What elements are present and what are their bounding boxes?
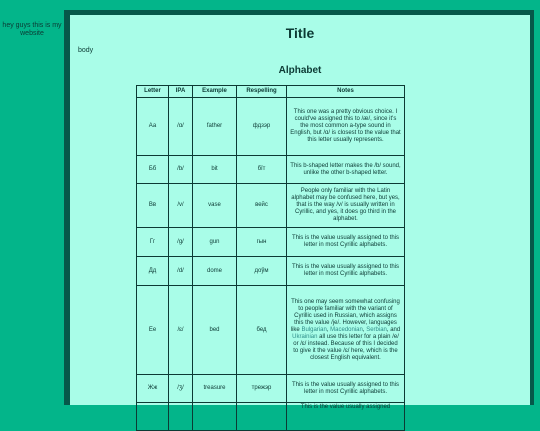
cell-example xyxy=(193,403,237,431)
cell-respelling xyxy=(237,403,287,431)
table-row xyxy=(137,403,405,431)
cell-ipa: /g/ xyxy=(169,228,193,257)
cell-letter: Дд xyxy=(137,257,169,286)
header-letter: Letter xyxy=(137,86,169,98)
notes-separator: , and xyxy=(386,326,401,333)
cell-example: father xyxy=(193,98,237,156)
cell-notes: This is the value usually assigned xyxy=(287,403,405,431)
header-example: Example xyxy=(193,86,237,98)
notes-text: This one may seem somewhat confusing to people familiar with the variant of Cyrillic used in Russian, which assigns this the value /je/. However, languages like xyxy=(290,298,400,333)
table-row xyxy=(137,156,405,184)
cell-ipa: /d/ xyxy=(169,257,193,286)
table-header-row xyxy=(137,86,405,98)
cell-notes: This is the value usually assigned to this letter in most Cyrillic alphabets. xyxy=(287,257,405,286)
cell-respelling: трежэр xyxy=(237,375,287,403)
cell-notes: This one was a pretty obvious choice. I could've assigned this to /æ/, since it's the most common a-type sound in English, but /ɑ/ is closest to the value that this letter usually represents. xyxy=(287,98,405,156)
cell-respelling: фдзэр xyxy=(237,98,287,156)
cell-notes xyxy=(287,286,405,375)
notes-separator: , xyxy=(362,326,367,333)
cell-letter: Гг xyxy=(137,228,169,257)
cell-ipa: /ɛ/ xyxy=(169,286,193,375)
cell-notes: This is the value usually assigned to this letter in most Cyrillic alphabets. xyxy=(287,375,405,403)
cell-letter xyxy=(137,403,169,431)
link-bulgarian[interactable]: Bulgarian xyxy=(301,326,327,333)
cell-respelling: гын xyxy=(237,228,287,257)
cell-ipa: /v/ xyxy=(169,184,193,228)
cell-respelling: бїт xyxy=(237,156,287,184)
cell-respelling: вейс xyxy=(237,184,287,228)
cell-notes: People only familiar with the Latin alphabet may be confused here, but yes, that is the way /v/ is usually written in Cyrillic, and yes, it does go third in the alphabet. xyxy=(287,184,405,228)
link-ukrainian[interactable]: Ukrainian xyxy=(292,333,318,340)
cell-letter: Бб xyxy=(137,156,169,184)
header-respelling: Respelling xyxy=(237,86,287,98)
cell-letter: Жж xyxy=(137,375,169,403)
cell-letter: Аа xyxy=(137,98,169,156)
alphabet-table xyxy=(136,85,405,431)
cell-example: gun xyxy=(193,228,237,257)
section-heading: Alphabet xyxy=(278,65,322,76)
link-serbian[interactable]: Serbian xyxy=(366,326,387,333)
link-macedonian[interactable]: Macedonian xyxy=(330,326,363,333)
side-note: hey guys this is my website xyxy=(2,22,62,37)
cell-ipa xyxy=(169,403,193,431)
table-row xyxy=(137,228,405,257)
page-title: Title xyxy=(285,25,315,41)
main-panel xyxy=(70,15,530,410)
cell-respelling: доўм xyxy=(237,257,287,286)
table-row xyxy=(137,98,405,156)
table-row xyxy=(137,375,405,403)
table-row xyxy=(137,184,405,228)
notes-separator: , xyxy=(326,326,331,333)
cell-letter: Ее xyxy=(137,286,169,375)
table-row xyxy=(137,286,405,375)
notes-text: all use this letter for a plain /e/ or /ɛ/ instead. Because of this I decided to give it the value /ɛ/ here, which is the closest English equivalent. xyxy=(293,333,399,361)
cell-example: treasure xyxy=(193,375,237,403)
cell-letter: Вв xyxy=(137,184,169,228)
header-notes: Notes xyxy=(287,86,405,98)
cell-notes: This b-shaped letter makes the /b/ sound, unlike the other b-shaped letter. xyxy=(287,156,405,184)
header-ipa: IPA xyxy=(169,86,193,98)
cell-ipa: /ɑ/ xyxy=(169,98,193,156)
cell-ipa: /b/ xyxy=(169,156,193,184)
cell-notes: This is the value usually assigned to this letter in most Cyrillic alphabets. xyxy=(287,228,405,257)
body-label: body xyxy=(78,47,94,54)
cell-example: dome xyxy=(193,257,237,286)
cell-example: bed xyxy=(193,286,237,375)
cell-respelling: бед xyxy=(237,286,287,375)
cell-example: bit xyxy=(193,156,237,184)
table-row xyxy=(137,257,405,286)
cell-ipa: /ʒ/ xyxy=(169,375,193,403)
cell-example: vase xyxy=(193,184,237,228)
